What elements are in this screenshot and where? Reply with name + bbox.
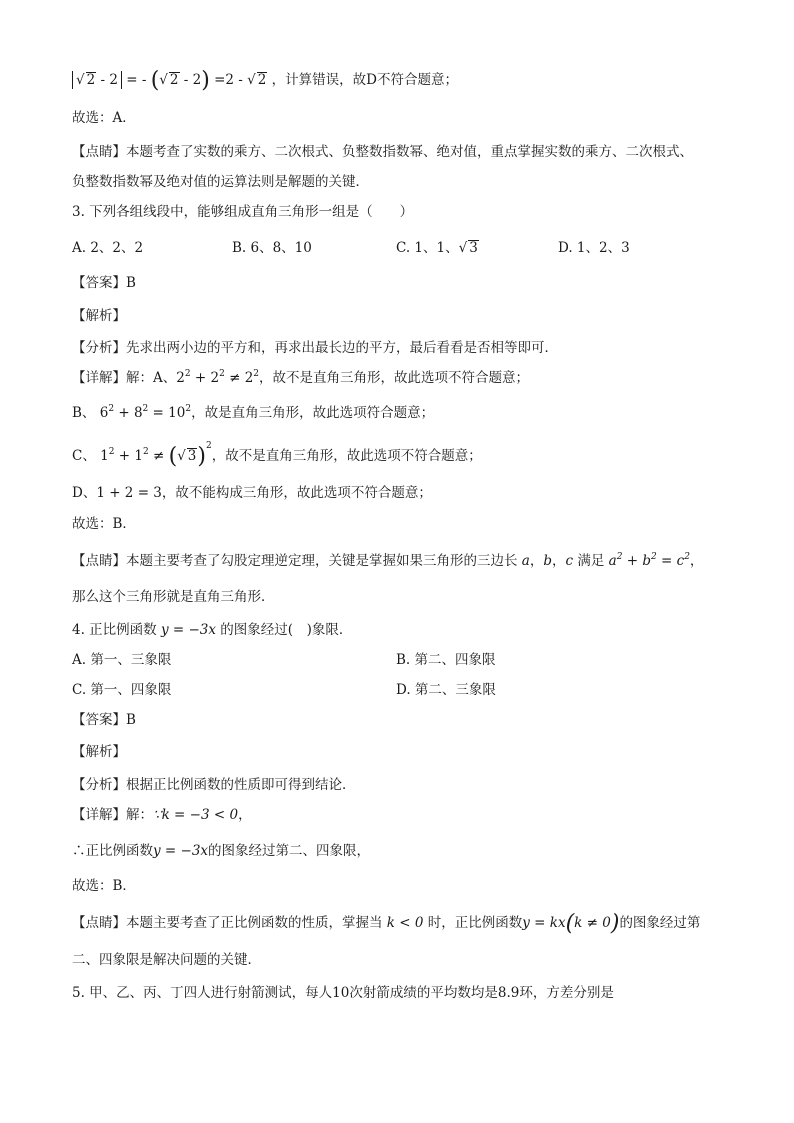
prev-choose: 故选：A． <box>72 110 136 126</box>
q4-detail-2 <box>72 841 370 861</box>
formula-y-3x-2: y = −3x <box>153 843 209 859</box>
q3-option-c-label: C. 1、1、 <box>396 240 459 256</box>
q3-detail-b <box>72 403 434 423</box>
detail-b-text: ，故是直角三角形，故此选项符合题意； <box>191 405 435 421</box>
detail-b-prefix: B、 <box>72 405 96 421</box>
q4-stem-prefix: 4. 正比例函数 <box>72 622 157 638</box>
detail-1-prefix: 解： <box>126 807 153 823</box>
dianjing-text-c: 的图象经过第 <box>619 915 701 931</box>
q4-option-d: D. 第二、三象限 <box>396 682 496 698</box>
dianjing-label: 【点睛】 <box>72 915 126 931</box>
q4-option-c: C. 第一、四象限 <box>72 682 172 698</box>
q3-answer <box>72 273 136 293</box>
xiangjie-label: 【详解】 <box>72 370 126 386</box>
q3-option-d: D. 1、2、3 <box>558 240 630 256</box>
detail-a-text: ，故不是直角三角形，故此选项不符合题意； <box>259 370 530 386</box>
q3-detail-c <box>72 441 482 469</box>
q4-choose: 故选：B． <box>72 878 136 894</box>
q4-stem-text: 的图象经过( )象限． <box>220 622 353 638</box>
answer-value: B <box>126 712 136 728</box>
q4-detail-1: 【详解】解：∵k = −3 < 0， <box>72 807 252 823</box>
formula-a: $2^2 + 2^2 \ne 2^2$ <box>176 369 260 386</box>
fenxi-label: 【分析】 <box>72 340 126 356</box>
answer-label: 【答案】 <box>72 712 126 728</box>
formula-k-neg: k < 0 <box>382 915 428 931</box>
q4-dianjing-line1 <box>72 913 700 934</box>
dianjing-text-b: 满足 <box>577 553 605 569</box>
detail-d-prefix: D、 <box>72 485 97 501</box>
dianjing-text-b: 时，正比例函数 <box>427 915 523 931</box>
fenxi-label: 【分析】 <box>72 777 126 793</box>
q3-choose: 故选：B． <box>72 516 136 532</box>
q3-detail-d <box>72 483 432 503</box>
q3-option-b: B. 6、8、10 <box>232 240 312 256</box>
q3-stem: 3. 下列各组线段中，能够组成直角三角形一组是（ ） <box>72 204 414 220</box>
detail-2-prefix: ∴正比例函数 <box>72 843 153 859</box>
dianjing-text: 本题主要考查了勾股定理逆定理，关键是掌握如果三角形的三边长 <box>126 553 518 569</box>
q3-option-a: A. 2、2、2 <box>72 240 144 256</box>
detail-a-prefix: 解：A、 <box>126 370 177 386</box>
q3-dianjing-line2: 那么这个三角形就是直角三角形． <box>72 589 275 605</box>
answer-value: B <box>126 275 136 291</box>
formula-b: $6^2 + 8^2 = 10^2$ <box>95 404 192 421</box>
q5-stem: 5. 甲、乙、丙、丁四人进行射箭测试，每人10次射箭成绩的平均数均是8.9环，方差分别是 <box>72 985 614 1001</box>
q3-dianjing-line1: 【点睛】本题主要考查了勾股定理逆定理，关键是掌握如果三角形的三边长 a，b，c 满足 $a^2 + b^2 = c^2$， <box>72 552 704 569</box>
q4-dianjing-line2: 二、四象限是解决问题的关键． <box>72 952 261 968</box>
q4-jiexi: 【解析】 <box>72 744 126 760</box>
q3-fenxi <box>72 338 558 358</box>
formula-c: $1^2 + 1^2$ ≠ (√ 3)$^2$ <box>95 441 212 469</box>
prev-line1-text: ，计算错误，故D不符合题意； <box>271 72 458 88</box>
fenxi-text: 根据正比例函数的性质即可得到结论． <box>126 777 356 793</box>
abs-value-line: √ 2 - 2 = - (√ 2 - 2) =2 - √ 2 ，计算错误，故D不符合题意； <box>72 70 458 91</box>
q4-answer <box>72 710 136 730</box>
formula-y-kx: y = kx(k ≠ 0) <box>522 911 620 936</box>
dianjing-text-a: 本题主要考查了正比例函数的性质，掌握当 <box>126 915 383 931</box>
q4-fenxi <box>72 775 356 795</box>
formula-abc: a <box>517 553 530 569</box>
q4-option-b: B. 第二、四象限 <box>396 652 496 668</box>
q3-option-c: C. 1、1、√ 3 <box>396 240 478 256</box>
prev-dianjing-line2: 负整数指数幂及绝对值的运算法则是解题的关键． <box>72 174 369 190</box>
formula-k: ∵k = −3 < 0 <box>153 807 239 823</box>
formula-y-3x: y = −3x <box>156 622 221 638</box>
q4-stem <box>72 620 352 640</box>
prev-dianjing-text1: 本题考查了实数的乘方、二次根式、负整数指数幂、绝对值，重点掌握实数的乘方、二次根式、 <box>126 144 693 160</box>
formula-d: 1 + 2 = 3 <box>96 485 162 501</box>
formula-pythagorean: $a^2 + b^2 = c^2$ <box>604 552 690 569</box>
dianjing-label: 【点睛】 <box>72 553 126 569</box>
detail-2-text: 的图象经过第二、四象限， <box>208 843 371 859</box>
detail-d-text: ，故不能构成三角形，故此选项不符合题意； <box>161 485 432 501</box>
detail-c-text: ，故不是直角三角形，故此选项不符合题意； <box>211 448 482 464</box>
dianjing-label: 【点睛】 <box>72 144 126 160</box>
answer-label: 【答案】 <box>72 275 126 291</box>
q4-option-a: A. 第一、三象限 <box>72 652 172 668</box>
abs-expression: √ 2 - 2 <box>72 71 122 89</box>
q3-detail-a <box>72 368 529 388</box>
xiangjie-label: 【详解】 <box>72 807 126 823</box>
detail-c-prefix: C、 <box>72 448 96 464</box>
q3-jiexi: 【解析】 <box>72 308 126 324</box>
fenxi-text: 先求出两小边的平方和，再求出最长边的平方，最后看看是否相等即可． <box>126 340 558 356</box>
prev-dianjing-line1 <box>72 142 693 162</box>
